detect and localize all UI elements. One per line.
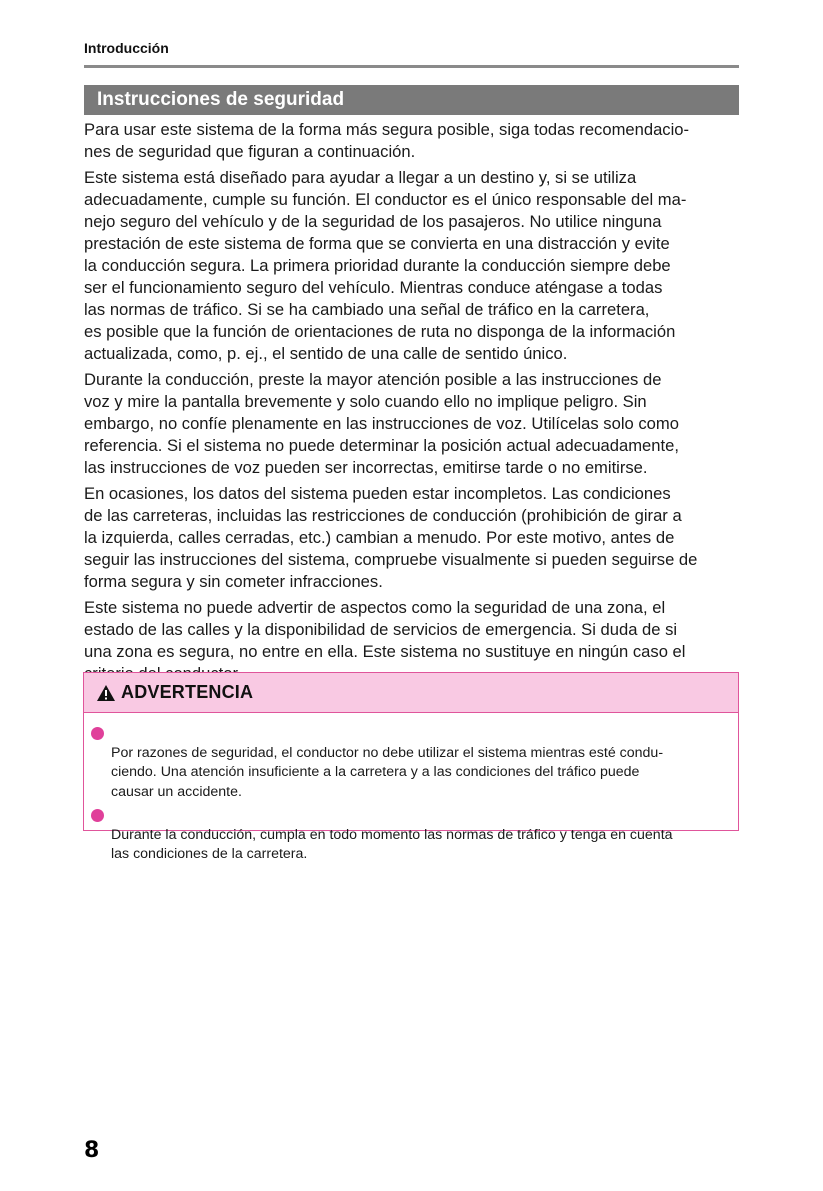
warning-item-text: Durante la conducción, cumpla en todo momento las normas de tráfico y tenga en cuenta las condiciones de la carretera. xyxy=(111,826,673,862)
page-number: 8 xyxy=(84,1138,100,1163)
warning-list xyxy=(84,713,738,865)
paragraph: Durante la conducción, preste la mayor atención posible a las instrucciones de voz y mire la pantalla brevemente y solo cuando ello no implique peligro. Sin embargo, no confíe plenamente en las instrucciones de voz. Utilícelas solo como referencia. Si el sistema no puede determinar la posición actual adecuadamente, las instrucciones de voz pueden ser incorrectas, emitirse tarde o no emitirse. xyxy=(84,370,679,477)
warning-header xyxy=(84,673,738,713)
paragraph: Este sistema no puede advertir de aspectos como la seguridad de una zona, el estado de las calles y la disponibilidad de servicios de emergencia. Si duda de si una zona es segura, no entre en ella. Este sistema no sustituye en ningún caso el xyxy=(84,598,686,661)
warning-title: ADVERTENCIA xyxy=(121,682,254,702)
warning-item xyxy=(84,724,738,802)
warning-item-text: Por razones de seguridad, el conductor no debe utilizar el sistema mientras esté condu- ciendo. Una atención insuficiente a la carretera y a las condiciones del tráfico puede causar un accidente. xyxy=(111,744,664,800)
header-rule xyxy=(84,65,739,68)
bullet-icon xyxy=(91,809,104,822)
paragraph: Este sistema está diseñado para ayudar a llegar a un destino y, si se utiliza adecuadamente, cumple su función. El conductor es el único responsable del ma- nejo seguro del vehículo y de la seguridad de los pasajeros. No utilice ninguna prestación de este sistema de forma que se convierta en una distracción y evite la conducción segura. La primera prioridad durante la conducción siempre debe ser el funcionamiento seguro del vehículo. Mientras conduce aténgase a todas las normas de tráfico. Si se ha cambiado una señal de tráfico en la carretera, es posible que la función de orientaciones de ruta no disponga de la información actualizada, como, p. ej., el sentido de una calle de sentido único. xyxy=(84,168,687,363)
warning-item xyxy=(84,806,738,865)
paragraph: En ocasiones, los datos del sistema pueden estar incompletos. Las condiciones de las carreteras, incluidas las restricciones de conducción (prohibición de girar a la izquierda, calles cerradas, etc.) cambian a menudo. Por este motivo, antes de seguir las instrucciones del sistema, compruebe visualmente si pueden seguirse de forma segura y sin cometer infracciones. xyxy=(84,484,698,591)
section-title: Instrucciones de seguridad xyxy=(84,85,739,115)
paragraph: Para usar este sistema de la forma más segura posible, siga todas recomendacio- nes de seguridad que figuran a continuación. xyxy=(84,120,690,161)
bullet-icon xyxy=(91,727,104,740)
body-text xyxy=(84,119,744,689)
warning-box xyxy=(83,672,739,862)
warning-triangle-icon xyxy=(96,684,116,702)
running-header: Introducción xyxy=(84,40,169,56)
